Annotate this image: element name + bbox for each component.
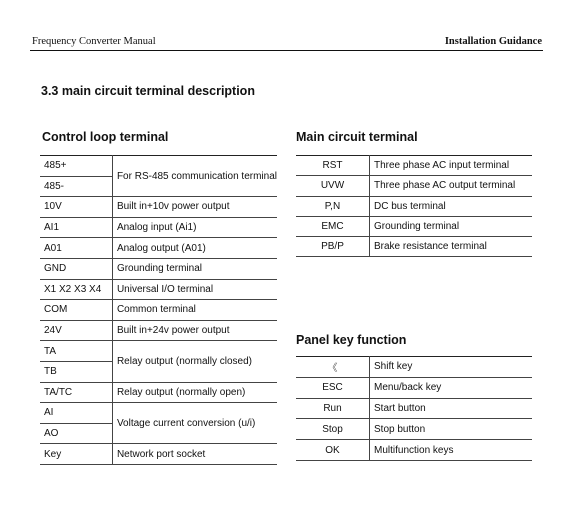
terminal-cell: COM [40, 300, 112, 321]
description-cell: Shift key [370, 357, 533, 378]
main-circuit-table [296, 155, 532, 257]
key-cell: ESC [296, 377, 370, 398]
key-cell: Stop [296, 419, 370, 440]
terminal-cell: TA/TC [40, 382, 112, 403]
table-row [296, 196, 532, 216]
table-row [40, 156, 277, 177]
table-row [40, 320, 277, 341]
terminal-cell: X1 X2 X3 X4 [40, 279, 112, 300]
header-left-title: Frequency Converter Manual [32, 36, 156, 47]
description-cell: Relay output (normally closed) [112, 341, 277, 382]
terminal-cell: AI1 [40, 217, 112, 238]
description-cell: Analog input (Ai1) [112, 217, 277, 238]
panel-key-table-title: Panel key function [296, 333, 407, 347]
table-row [296, 357, 532, 378]
table-row [40, 197, 277, 218]
description-cell: Stop button [370, 419, 533, 440]
terminal-cell: 10V [40, 197, 112, 218]
key-cell: Run [296, 398, 370, 419]
control-terminal-table [40, 155, 277, 465]
terminal-cell: AI [40, 403, 112, 424]
panel-key-table [296, 356, 532, 461]
description-cell: Universal I/O terminal [112, 279, 277, 300]
table-row [296, 237, 532, 257]
terminal-cell: TA [40, 341, 112, 362]
table-row [296, 156, 532, 176]
terminal-cell: 485- [40, 176, 112, 197]
header-right-title: Installation Guidance [444, 36, 542, 47]
terminal-cell: P,N [296, 196, 370, 216]
terminal-cell: 24V [40, 320, 112, 341]
description-cell: Grounding terminal [370, 216, 533, 236]
table-row [40, 279, 277, 300]
description-cell: Analog output (A01) [112, 238, 277, 259]
table-row [40, 217, 277, 238]
table-row [40, 382, 277, 403]
description-cell: Menu/back key [370, 377, 533, 398]
table-row [296, 377, 532, 398]
description-cell: Grounding terminal [112, 258, 277, 279]
key-cell: OK [296, 440, 370, 461]
table-row [40, 341, 277, 362]
terminal-cell: AO [40, 423, 112, 444]
description-cell: Relay output (normally open) [112, 382, 277, 403]
description-cell: Multifunction keys [370, 440, 533, 461]
terminal-cell: UVW [296, 176, 370, 196]
terminal-cell: RST [296, 156, 370, 176]
table-row [296, 216, 532, 236]
control-table-title: Control loop terminal [42, 130, 169, 144]
key-cell: 《 [296, 357, 370, 378]
table-row [296, 176, 532, 196]
terminal-cell: EMC [296, 216, 370, 236]
table-row [40, 258, 277, 279]
description-cell: Voltage current conversion (u/i) [112, 403, 277, 444]
description-cell: Brake resistance terminal [370, 237, 533, 257]
terminal-cell: 485+ [40, 156, 112, 177]
table-row [296, 440, 532, 461]
terminal-cell: Key [40, 444, 112, 465]
description-cell: Three phase AC input terminal [370, 156, 533, 176]
description-cell: Built in+24v power output [112, 320, 277, 341]
main-circuit-table-title: Main circuit terminal [296, 130, 418, 144]
terminal-cell: GND [40, 258, 112, 279]
terminal-cell: PB/P [296, 237, 370, 257]
table-row [296, 398, 532, 419]
description-cell: Common terminal [112, 300, 277, 321]
table-row [40, 300, 277, 321]
terminal-cell: A01 [40, 238, 112, 259]
table-row [40, 403, 277, 424]
description-cell: For RS-485 communication terminal [112, 156, 277, 197]
description-cell: Network port socket [112, 444, 277, 465]
header-rule [30, 50, 543, 51]
table-row [40, 238, 277, 259]
description-cell: DC bus terminal [370, 196, 533, 216]
section-title: 3.3 main circuit terminal description [41, 84, 255, 98]
table-row [296, 419, 532, 440]
description-cell: Built in+10v power output [112, 197, 277, 218]
description-cell: Three phase AC output terminal [370, 176, 533, 196]
terminal-cell: TB [40, 361, 112, 382]
table-row [40, 444, 277, 465]
description-cell: Start button [370, 398, 533, 419]
